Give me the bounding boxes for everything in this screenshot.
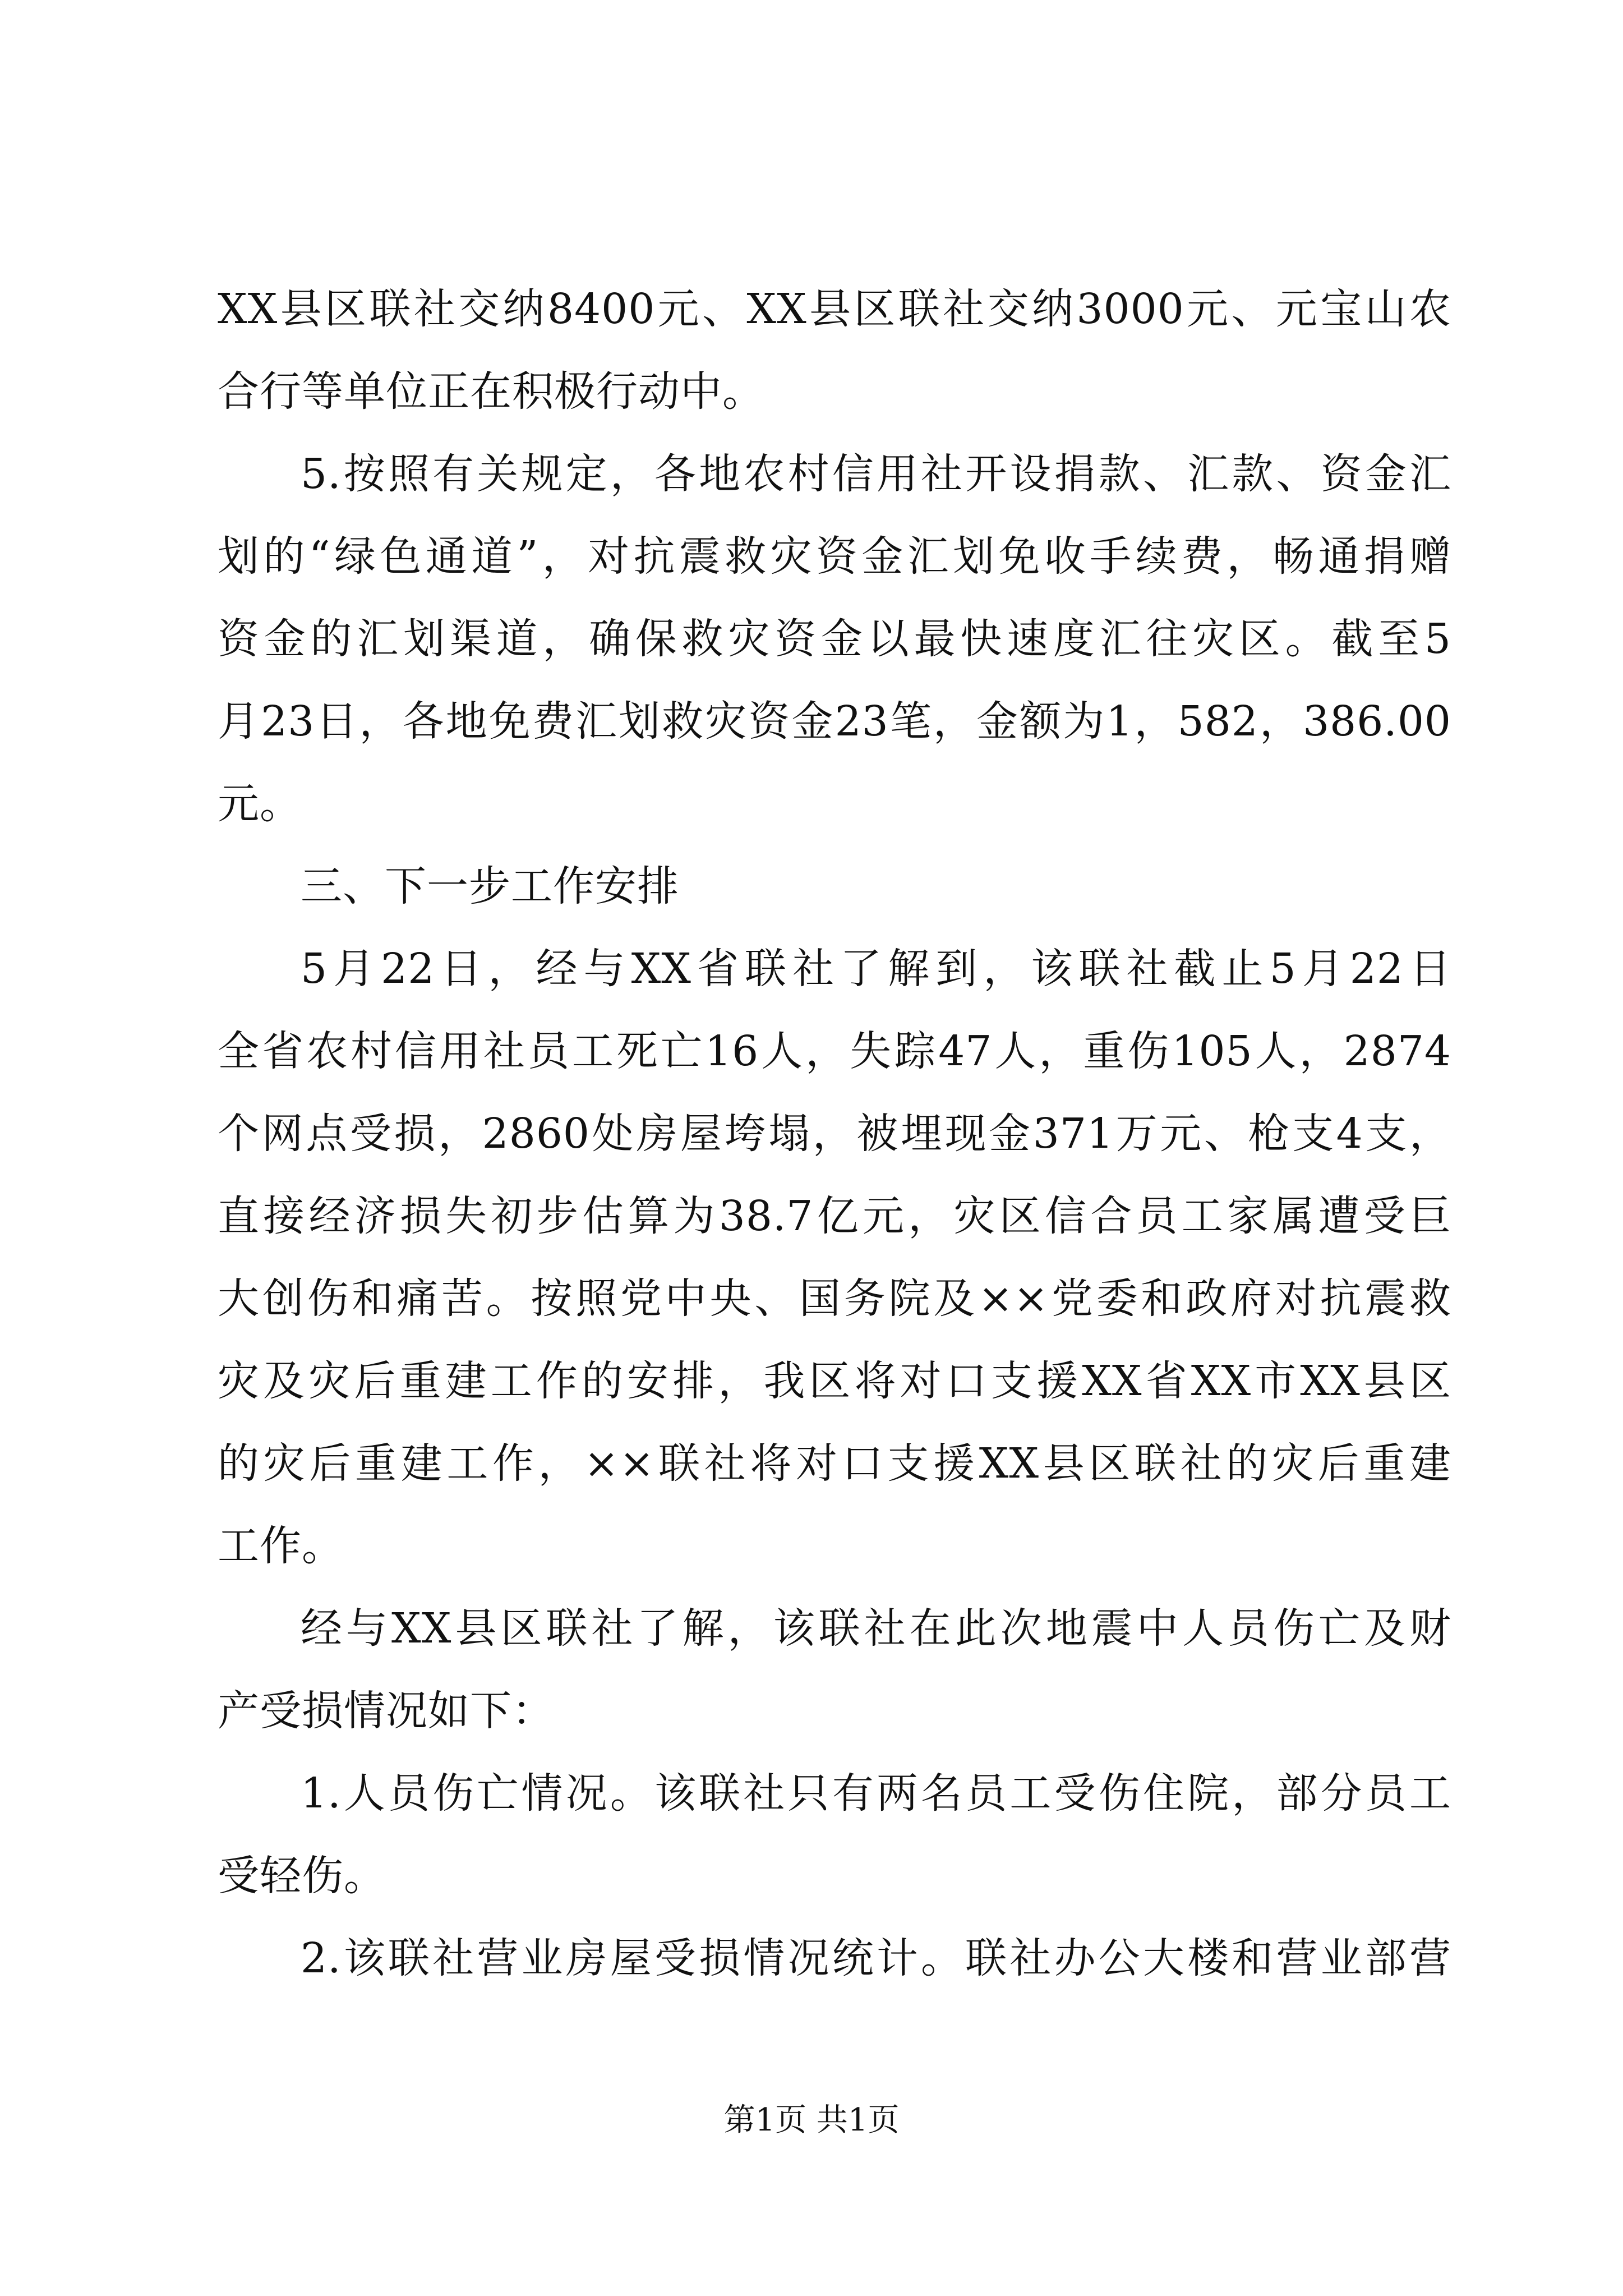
paragraph-start-line: 经与XX县区联社了解，该联社在此次地震中人员伤亡及财 <box>301 1604 1451 1653</box>
text-line: 大创伤和痛苦。按照党中央、国务院及××党委和政府对抗震救 <box>218 1274 1451 1323</box>
paragraph-start-line: 5.按照有关规定，各地农村信用社开设捐款、汇款、资金汇 <box>301 450 1451 498</box>
text-line: 受轻伤。 <box>218 1852 386 1900</box>
text-line: 灾及灾后重建工作的安排，我区将对口支援XX省XX市XX县区 <box>218 1357 1451 1405</box>
paragraph-start-line: 1.人员伤亡情况。该联社只有两名员工受伤住院，部分员工 <box>301 1769 1451 1818</box>
text-line: XX县区联社交纳8400元、XX县区联社交纳3000元、元宝山农 <box>218 285 1451 333</box>
section-heading: 三、下一步工作安排 <box>301 862 679 910</box>
paragraph-start-line: 5月22日，经与XX省联社了解到，该联社截止5月22日 <box>301 945 1451 993</box>
document-body <box>218 268 1451 2000</box>
text-line: 合行等单位正在积极行动中。 <box>218 367 764 416</box>
text-line: 个网点受损，2860处房屋垮塌，被埋现金371万元、枪支4支， <box>218 1110 1451 1158</box>
text-line: 元。 <box>218 780 302 828</box>
text-line: 划的“绿色通道”，对抗震救灾资金汇划免收手续费，畅通捐赠 <box>218 532 1451 581</box>
text-line: 产受损情况如下： <box>218 1687 554 1735</box>
text-line: 的灾后重建工作，××联社将对口支援XX县区联社的灾后重建 <box>218 1439 1451 1488</box>
text-line: 全省农村信用社员工死亡16人，失踪47人，重伤105人，2874 <box>218 1027 1451 1075</box>
text-line: 工作。 <box>218 1522 344 1570</box>
text-line: 资金的汇划渠道，确保救灾资金以最快速度汇往灾区。截至5 <box>218 615 1451 663</box>
paragraph-start-line: 2.该联社营业房屋受损情况统计。联社办公大楼和营业部营 <box>301 1934 1451 1982</box>
page-footer: 第1页 共1页 <box>723 2102 900 2138</box>
text-line: 月23日，各地免费汇划救灾资金23笔，金额为1，582，386.00 <box>218 697 1451 746</box>
text-line: 直接经济损失初步估算为38.7亿元，灾区信合员工家属遭受巨 <box>218 1192 1451 1240</box>
